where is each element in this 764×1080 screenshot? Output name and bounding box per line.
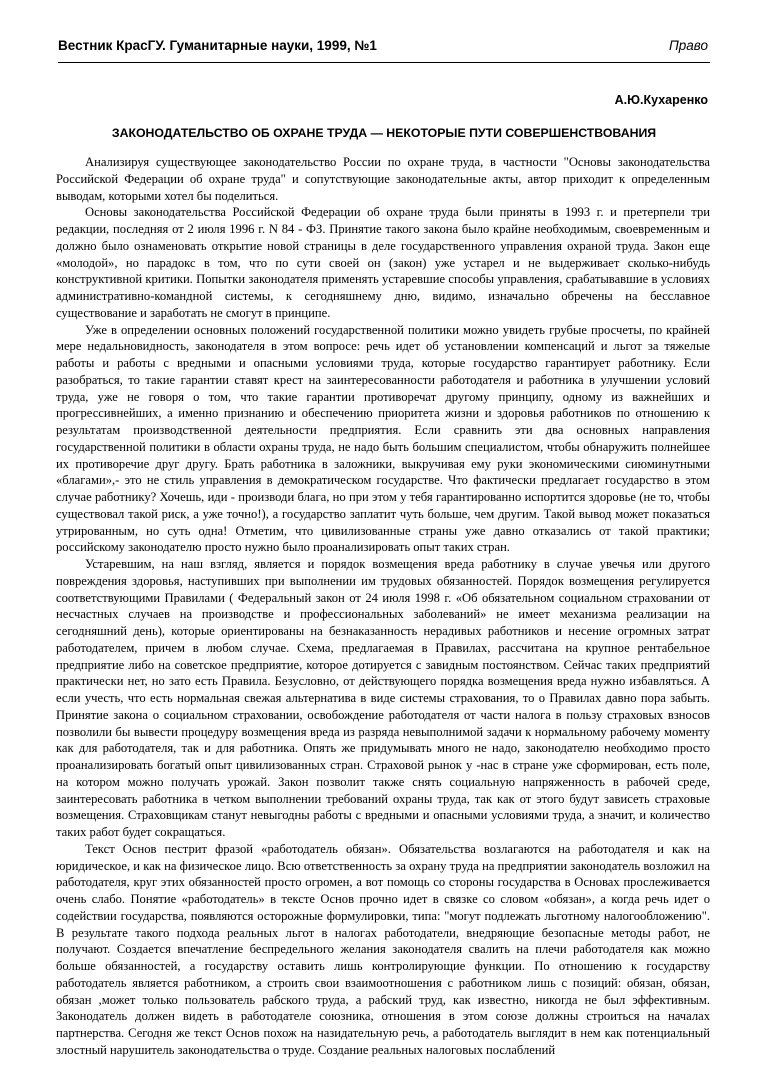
paragraph: Основы законодательства Российской Федерации об охране труда были приняты в 1993 г. и претерпели три редакции, последняя от 2 июля 1996 г. N 84 - ФЗ. Принятие такого закона было крайне необходимым, своевременным и должно было ознаменовать открытие новой страницы в деле государственного управления охраной труда. Закон еще «молодой», но парадокс в том, что по сути своей он (закон) уже устарел и не выдерживает сколько-нибудь конструктивной критики. Попытки законодателя применять устаревшие способы управления, срабатывавшие в условиях административно-командной системы, к сегодняшнему дню, видимо, изначально обречены на бесславное существование и заработать не смогут в принципе. (56, 205, 710, 320)
paragraph: Текст Основ пестрит фразой «работодатель обязан». Обязательства возлагаются на работодателя и как на юридическое, и как на физическое лицо. Всю ответственность за охрану труда на предприятии законодатель возложил на работодателя, круг этих обязанностей просто огромен, а вот помощь со стороны государства в Основах прослеживается очень слабо. Понятие «работодатель» в тексте Основ прочно идет в связке со словом «обязан», а когда речь идет о содействии государства, появляются осторожные формулировки, типа: "могут подлежать льготному налогообложению". В результате такого подхода реальных льгот в налогах работодатели, внедряющие безопасные методы работ, не получают. Создается впечатление беспредельного желания законодателя свалить на плечи работодателя как можно больше обязанностей, а государству оставить лишь контролирующие функции. По отношению к государству работодатель является работником, а строить свои взаимоотношения с работником лишь с позиций: обязан, обязан, обязан ,может только пользователь рабского труда, а рабский труд, как известно, никогда не был эффективным. Законодатель должен видеть в работодателе союзника, отношения в этом союзе должны строиться на началах партнерства. Сегодня же текст Основ похож на назидательную речь, а работодатель выглядит в нем как потенциальный злостный нарушитель законодательства о труде. Создание реальных налоговых послаблений (56, 841, 710, 1057)
article-body (56, 154, 710, 1059)
journal-title: Вестник КрасГУ. Гуманитарные науки, 1999, №1 (58, 38, 377, 53)
section-name: Право (668, 38, 708, 53)
paragraph: Устаревшим, на наш взгляд, является и порядок возмещения вреда работнику в случае увечья или другого повреждения здоровья, наступивших при выполнении им трудовых обязанностей. Порядок возмещения регулируется соответствующими Правилами ( Федеральный закон от 24 июля 1998 г. «Об обязательном социальном страховании от несчастных случаев на производстве и профессиональных заболеваний» не имеет механизма реализации на сегодняшний день), которые ориентированы на безнаказанность нерадивых работников и несение огромных затрат работодателем, причем в любом случае. Схема, предлагаемая в Правилах, рассчитана на крупное рентабельное предприятие либо на советское предприятие, которое дотируется с завидным постоянством. Сейчас таких предприятий практически нет, но зато есть Правила. Безусловно, от действующего порядка возмещения вреда нужно избавляться. А если учесть, что есть нормальная свежая альтернатива в виде системы страхования, то о Правилах давно пора забыть. Принятие закона о социальном страховании, освобождение работодателя от части налога в пользу страховых взносов позволили бы вывести процедуру возмещения вреда из разряда невыполнимой задачи к нормальному рабочему моменту как для работодателя, так и для работника. Опять же придумывать много не надо, законодателю необходимо просто проанализировать богатый опыт цивилизованных стран. Страховой рынок у -нас в стране уже сформирован, есть поле, на котором можно получать урожай. Закон позволит также снять социальную напряженность в рабочей среде, заинтересовать работника в четком выполнении требований охраны труда, так как от этого будут зависеть страховые возмещения. Страховщикам станут невыгодны работы с вредными и опасными условиями труда, а значит, и количество таких работ будет сокращаться. (56, 557, 710, 839)
article-title: ЗАКОНОДАТЕЛЬСТВО ОБ ОХРАНЕ ТРУДА — НЕКОТОРЫЕ ПУТИ СОВЕРШЕНСТВОВАНИЯ (111, 126, 657, 140)
running-header (58, 38, 708, 58)
paragraph: Уже в определении основных положений государственной политики можно увидеть грубые просчеты, по крайней мере недальновидность, законодателя в этом вопросе: речь идет об установлении компенсаций и льгот за тяжелые работы и работы с вредными и опасными условиями труда, которые государство гарантирует работнику. Если разобраться, то такие гарантии ставят крест на заинтересованности работодателя и работника в улучшении условий труда, уже не говоря о том, что такие гарантии противоречат другому принципу, одному из важнейших и прогрессивнейших, а именно признанию и обеспечению приоритета жизни и здоровья работников по отношению к результатам производственной деятельности предприятия. Если сравнить эти два основных направления государственной политики в области охраны труда, не надо быть большим специалистом, чтобы обнаружить полнейшее их противоречие друг другу. Брать работника в заложники, выкручивая ему руки экономическими сиюминутными «благами»,- это не стиль управления в демократическом государстве. Что фактически предлагает государство в этом случае работнику? Хочешь, иди - производи блага, но при этом у тебя гарантированно испортится здоровье (не то, чтобы существовал такой риск, а уже точно!), а государство заплатит чуть больше, чем другим. Такой вывод может показаться утрированным, но суть одна! Отметим, что цивилизованные страны уже давно отказались от такой практики; российскому законодателю просто нужно было проанализировать опыт таких стран. (56, 322, 710, 555)
article-author: А.Ю.Кухаренко (614, 93, 708, 107)
paragraph: Анализируя существующее законодательство России по охране труда, в частности "Основы законодательства Российской Федерации об охране труда" и сопутствующие законодательные акты, автор приходит к определенным выводам, которыми хотел бы поделиться. (56, 155, 710, 203)
header-rule (58, 62, 710, 63)
